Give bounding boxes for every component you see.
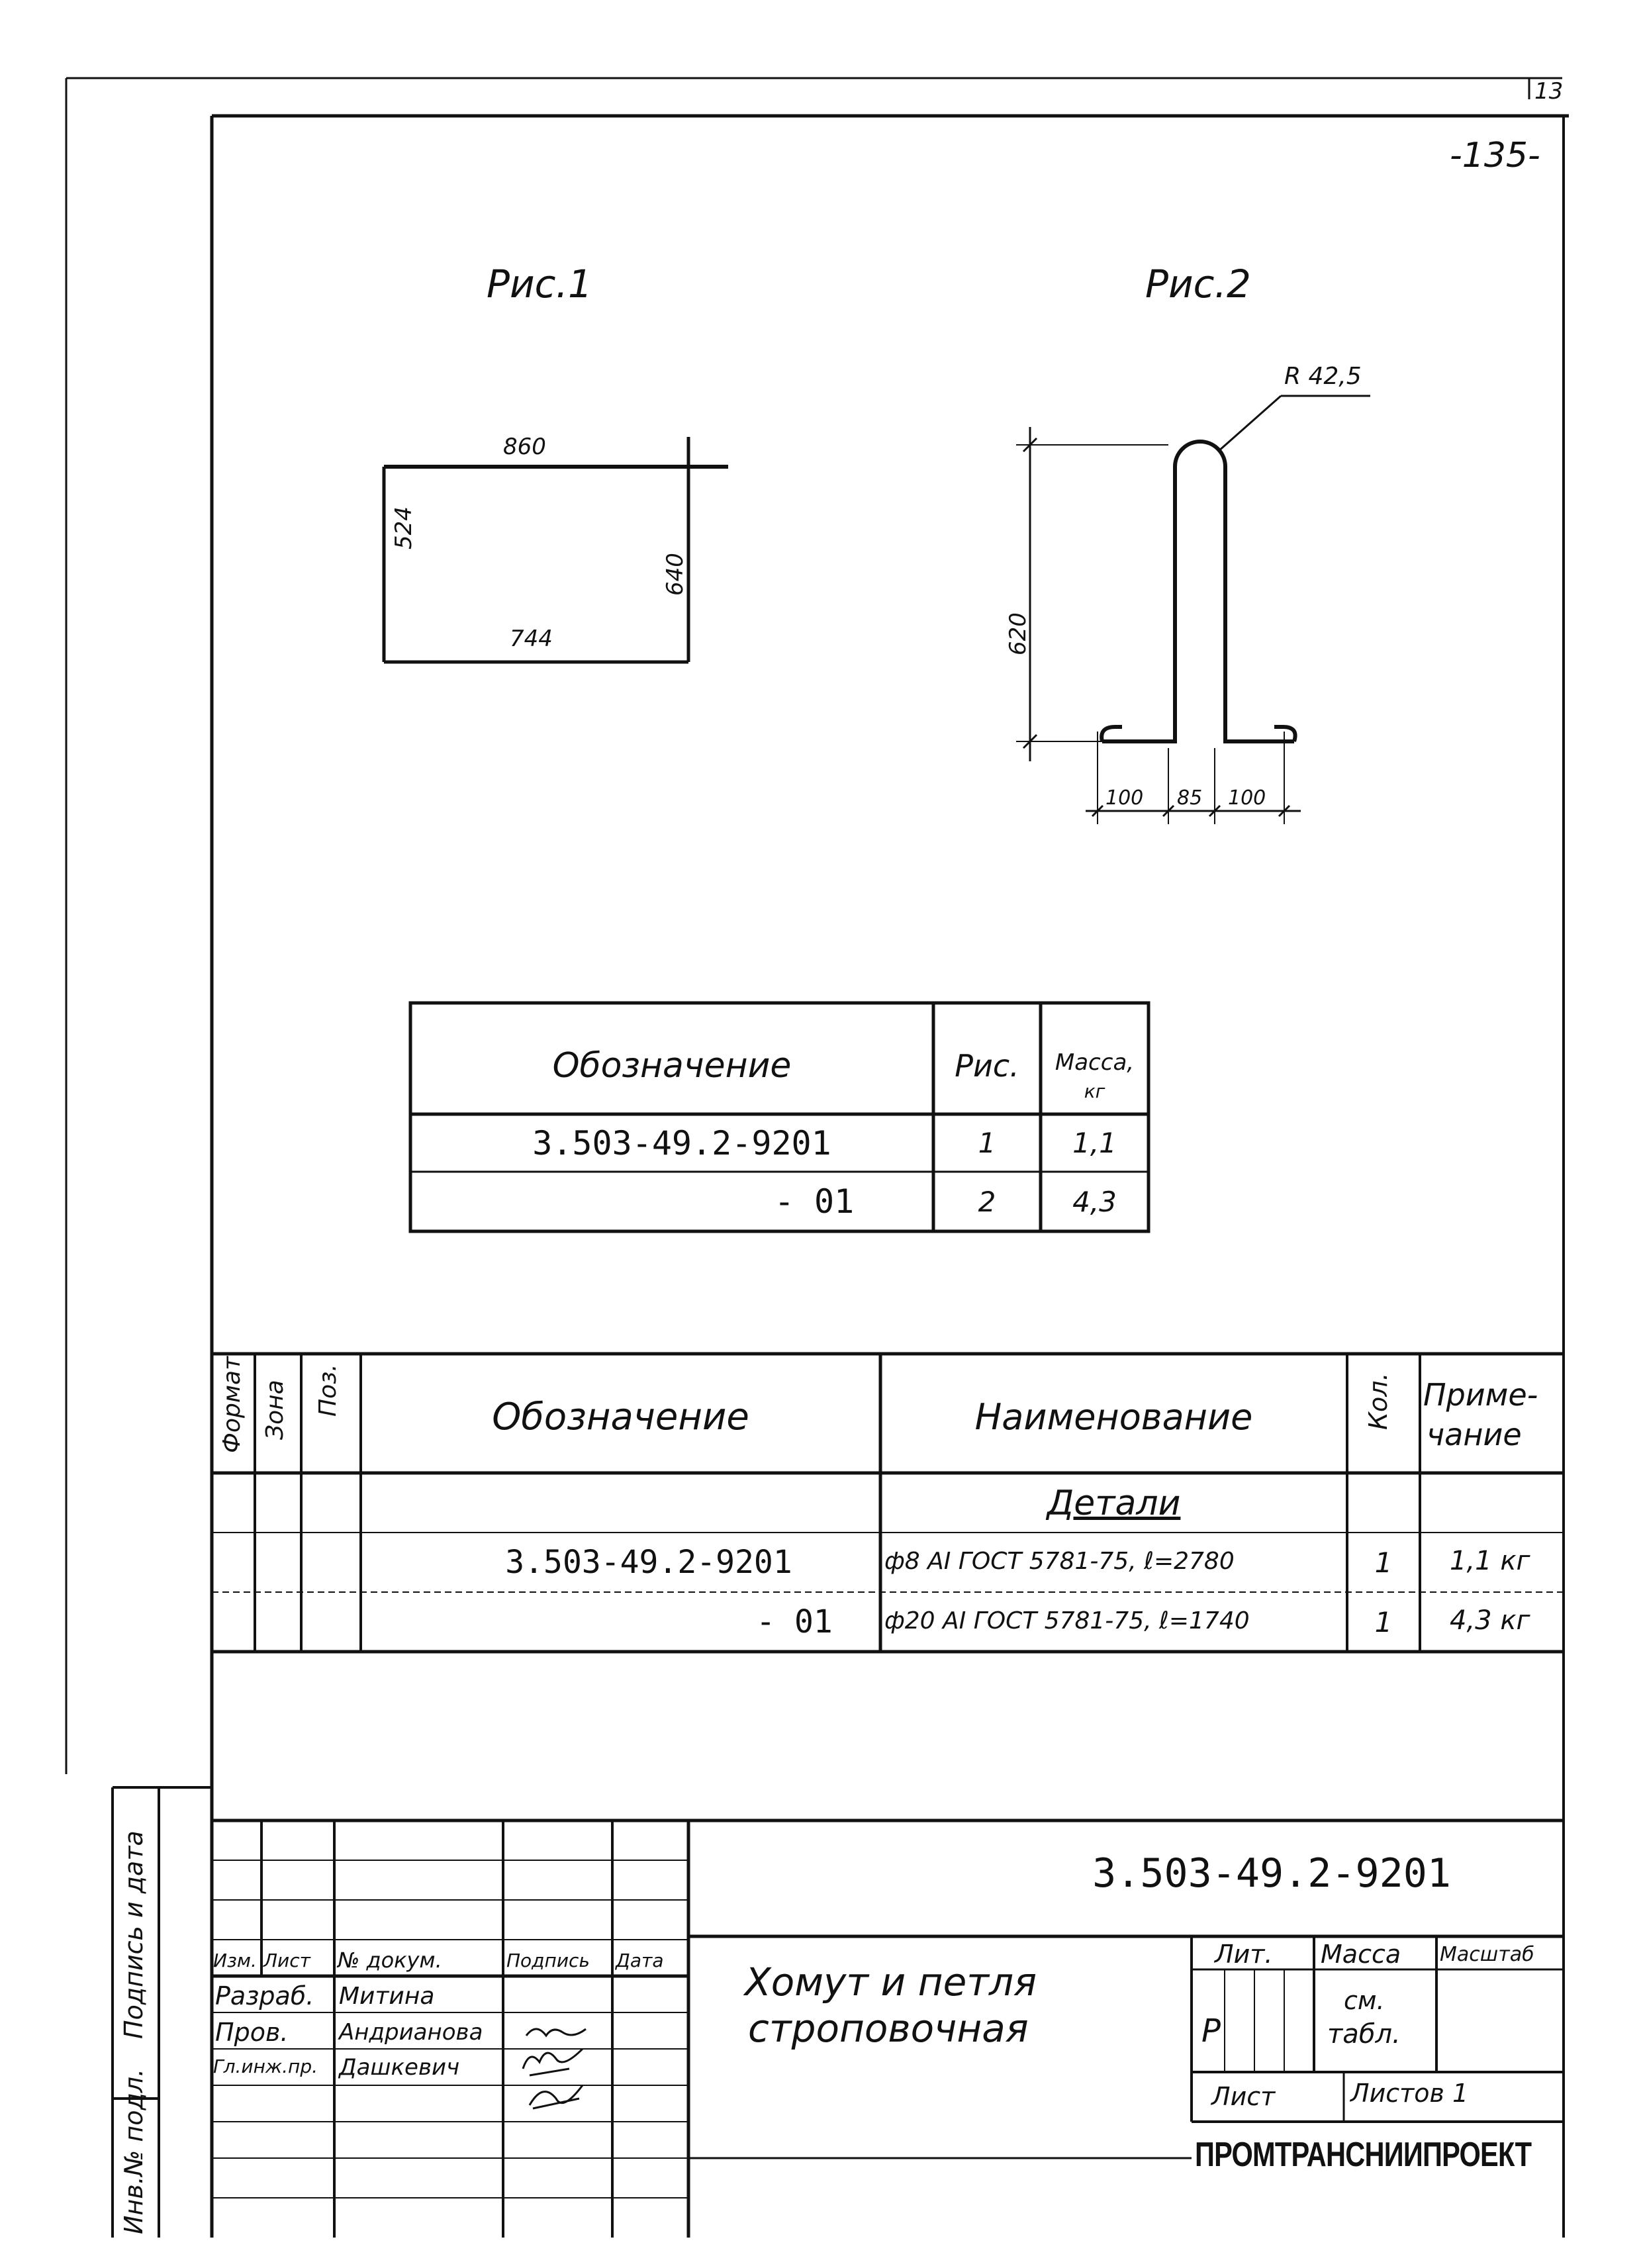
mass-table-row2-designation: - 01 [774, 1182, 855, 1221]
mass-table-row1-mass: 1,1 [1072, 1127, 1117, 1159]
mass-table-row2-mass: 4,3 [1072, 1185, 1117, 1218]
tb-role-2: Пров. [215, 2018, 289, 2047]
tb-role-3: Гл.инж.пр. [213, 2055, 318, 2077]
fig1-title: Рис.1 [487, 261, 592, 307]
tb-name-1: Митина [339, 1983, 435, 2010]
tb-org-name: ПРОМТРАНСНИИПРОЕКТ [1195, 2136, 1532, 2174]
signature-3 [530, 2085, 583, 2108]
side-stamp-sign-date: Подпись и дата [119, 1830, 148, 2039]
tb-sheets-label: Листов 1 [1350, 2079, 1469, 2108]
tb-header-date: Дата [616, 1950, 664, 1971]
spec-header-format: Формат [218, 1356, 246, 1453]
tb-name-3: Дашкевич [339, 2054, 460, 2081]
fig1-dim-right: 640 [662, 553, 688, 596]
signatures [523, 2029, 586, 2108]
title-line-1: Хомут и петля [745, 1960, 1037, 2005]
sheet-mark: -135- [1450, 136, 1540, 175]
tb-sheet-label: Лист [1211, 2082, 1276, 2111]
spec-section-title: Детали [1047, 1483, 1181, 1523]
tb-header-izm: Изм. [213, 1950, 257, 1971]
spec-header-pos: Поз. [314, 1364, 342, 1417]
spec-row1-qty: 1 [1374, 1546, 1393, 1579]
fig1-dim-left: 524 [391, 506, 417, 549]
mass-table-header-mass-unit: кг [1084, 1080, 1105, 1102]
signature-2 [523, 2049, 583, 2075]
spec-row1-designation: 3.503-49.2-9201 [505, 1544, 792, 1581]
fig2-dim-bottom-1: 100 [1105, 786, 1144, 810]
page-number: 13 [1534, 78, 1564, 105]
mass-table-row2-fig: 2 [978, 1185, 996, 1218]
spec-row1-note: 1,1 кг [1450, 1546, 1530, 1576]
spec-row1-name: ф8 АI ГОСТ 5781-75, ℓ=2780 [884, 1548, 1235, 1575]
spec-header-note-2: чание [1427, 1417, 1522, 1452]
spec-header-qty: Кол. [1364, 1372, 1393, 1430]
tb-role-1: Разраб. [215, 1981, 314, 2010]
title-line-2: строповочная [748, 2006, 1029, 2051]
tb-header-sign: Подпись [506, 1950, 590, 1971]
fig2-dim-bottom-3: 100 [1228, 786, 1266, 810]
tb-scale-label: Масштаб [1440, 1943, 1534, 1966]
mass-table-row1-designation: 3.503-49.2-9201 [532, 1123, 831, 1162]
doc-code: 3.503-49.2-9201 [1092, 1850, 1451, 1897]
side-stamp-inv-no: Инв.№ подл. [119, 2068, 148, 2234]
fig2-dim-bottom-2: 85 [1177, 786, 1203, 810]
spec-header-designation: Обозначение [492, 1395, 749, 1439]
signature-1 [526, 2029, 586, 2036]
tb-header-list: Лист [263, 1950, 310, 1971]
tb-mass-value-2: табл. [1327, 2019, 1401, 2050]
spec-row2-designation: - 01 [756, 1603, 833, 1640]
spec-row2-name: ф20 АI ГОСТ 5781-75, ℓ=1740 [884, 1607, 1250, 1634]
fig2-loop [1102, 442, 1295, 741]
tb-mass-value-1: см. [1344, 1986, 1385, 2015]
tb-name-2: Андрианова [339, 2019, 483, 2046]
spec-header-note-1: Приме- [1423, 1377, 1538, 1413]
fig2-radius: R 42,5 [1284, 363, 1362, 390]
tb-mass-label: Масса [1321, 1940, 1401, 1969]
fig2-title: Рис.2 [1145, 261, 1251, 307]
mass-table-row1-fig: 1 [978, 1127, 996, 1159]
mass-table-header-designation: Обозначение [552, 1046, 792, 1086]
tb-header-doc-no: № докум. [338, 1948, 442, 1973]
mass-table-header-mass: Масса, [1055, 1049, 1135, 1076]
spec-header-name: Наименование [974, 1395, 1253, 1438]
fig1-dim-top: 860 [503, 434, 546, 460]
fig2-dim-height: 620 [1005, 612, 1031, 655]
mass-table-header-fig: Рис. [955, 1048, 1019, 1084]
tb-lit-label: Лит. [1215, 1940, 1273, 1969]
spec-row2-qty: 1 [1374, 1605, 1393, 1638]
fig1-dim-bottom: 744 [510, 626, 553, 652]
tb-lit-value: Р [1201, 2012, 1221, 2050]
spec-row2-note: 4,3 кг [1450, 1605, 1530, 1636]
spec-header-zone: Зона [261, 1380, 289, 1440]
